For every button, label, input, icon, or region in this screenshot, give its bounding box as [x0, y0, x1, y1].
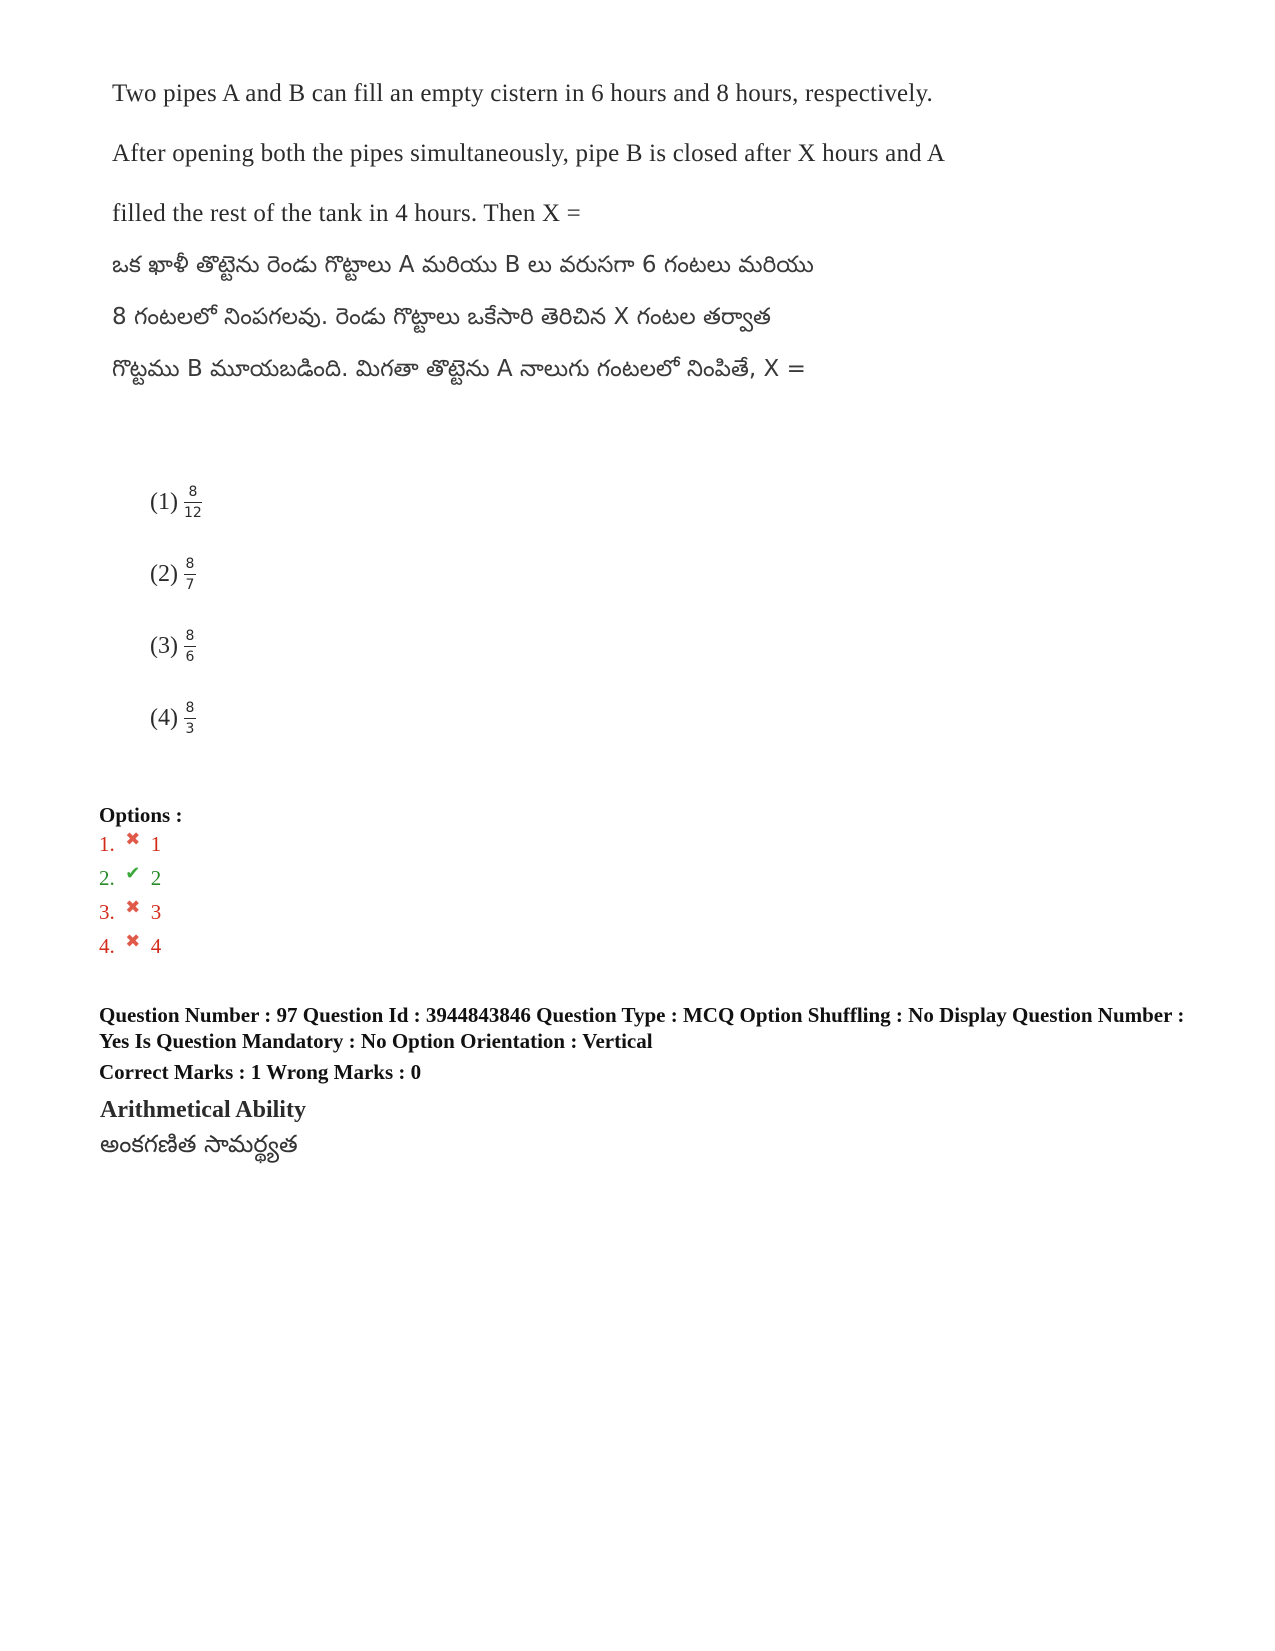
question-text-en-line-2: After opening both the pipes simultaneously, pipe B is closed after X hours and A: [112, 140, 946, 167]
section-title-te: అంకగణిత సామర్థ్యత: [100, 1130, 298, 1158]
option-index: 2.: [99, 865, 115, 890]
fraction: [184, 628, 196, 665]
section-title-en: Arithmetical Ability: [100, 1097, 306, 1123]
option-value: 1: [150, 831, 162, 856]
option-index: 4.: [99, 933, 115, 958]
wrong-icon: ✖: [125, 828, 141, 850]
option-value: 3: [150, 899, 162, 924]
question-image: [112, 80, 1012, 406]
fraction-numerator: 8: [188, 483, 198, 500]
option-value: 2: [150, 865, 162, 890]
fraction-numerator: 8: [185, 699, 195, 716]
fraction-numerator: 8: [185, 627, 195, 644]
choice-label: (3): [150, 632, 178, 659]
question-text-te-line-1: ఒక ఖాళీ తొట్టెను రెండు గొట్టాలు A మరియు B లు వరుసగా 6 గంటలు మరియు: [112, 252, 814, 278]
choice-label: (4): [150, 704, 178, 731]
question-text-te-line-2: 8 గంటలలో నింపగలవు. రెండు గొట్టాలు ఒకేసారి తెరిచిన X గంటల తర్వాత: [112, 304, 771, 330]
question-text-te-line-3: గొట్టము B మూయబడింది. మిగతా తొట్టెను A నాలుగు గంటలలో నింపితే, X =: [112, 356, 806, 382]
fraction-denominator: 6: [184, 646, 196, 665]
option-value: 4: [150, 933, 162, 958]
fraction-denominator: 7: [184, 574, 196, 593]
choice-1: [150, 477, 350, 527]
fraction: [184, 556, 196, 593]
question-text-en-line-1: Two pipes A and B can fill an empty cistern in 6 hours and 8 hours, respectively.: [112, 80, 933, 107]
option-2: [99, 864, 161, 892]
choice-2: [150, 549, 350, 599]
choice-label: (2): [150, 560, 178, 587]
option-index: 1.: [99, 831, 115, 856]
question-meta: Question Number : 97 Question Id : 3944843846 Question Type : MCQ Option Shuffling : No Display Question Number : Yes Is Question Mandatory : No Option Orientation : Vertical: [99, 1003, 1185, 1053]
fraction: [184, 484, 202, 521]
wrong-icon: ✖: [125, 896, 141, 918]
option-index: 3.: [99, 899, 115, 924]
options-heading: Options :: [99, 803, 183, 827]
option-3: [99, 898, 161, 926]
fraction: [184, 700, 196, 737]
fraction-denominator: 3: [184, 718, 196, 737]
check-icon: ✔: [125, 862, 141, 884]
option-1: [99, 830, 161, 858]
question-text-en-line-3: filled the rest of the tank in 4 hours. Then X =: [112, 200, 581, 227]
wrong-icon: ✖: [125, 930, 141, 952]
fraction-numerator: 8: [185, 555, 195, 572]
choice-label: (1): [150, 488, 178, 515]
option-4: [99, 932, 161, 960]
fraction-denominator: 12: [184, 502, 202, 521]
choice-4: [150, 693, 350, 743]
marks-info: Correct Marks : 1 Wrong Marks : 0: [99, 1060, 422, 1084]
choice-3: [150, 621, 350, 671]
